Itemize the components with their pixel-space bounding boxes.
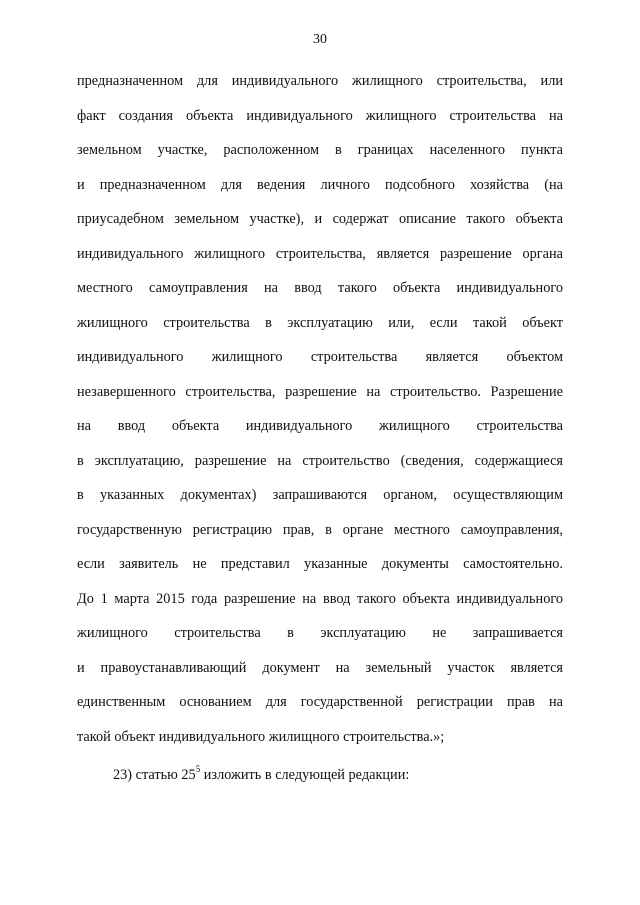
text-line: единственным основанием для государственной регистрации прав на xyxy=(77,694,563,710)
page-number: 30 xyxy=(313,32,327,47)
text-line: приусадебном земельном участке), и содержат описание такого объекта xyxy=(77,211,563,227)
text-line: местного самоуправления на ввод такого объекта индивидуального xyxy=(77,280,563,296)
text-line: жилищного строительства в эксплуатацию или, если такой объект xyxy=(77,314,563,331)
text-line: предназначенном для индивидуального жилищного строительства, или xyxy=(77,73,563,89)
text-line: если заявитель не представил указанные документы самостоятельно. xyxy=(77,556,563,572)
text-line: на ввод объекта индивидуального жилищного строительства xyxy=(77,418,563,434)
text-line: в эксплуатацию, разрешение на строительство (сведения, содержащиеся xyxy=(77,452,563,469)
text-line: в указанных документах) запрашиваются органом, осуществляющим xyxy=(77,487,563,503)
item-23-line xyxy=(77,758,563,793)
item-23-suffix: изложить в следующей редакции: xyxy=(200,767,410,783)
text-line: такой объект индивидуального жилищного строительства.»; xyxy=(77,728,445,745)
document-body xyxy=(77,64,563,793)
item-23-superscript: 5 xyxy=(195,764,201,775)
text-line: незавершенного строительства, разрешение на строительство. Разрешение xyxy=(77,383,563,400)
text-line: До 1 марта 2015 года разрешение на ввод такого объекта индивидуального xyxy=(77,590,563,607)
text-line: и предназначенном для ведения личного подсобного хозяйства (на xyxy=(77,176,563,193)
text-line: и правоустанавливающий документ на земельный участок является xyxy=(77,659,563,676)
text-line: жилищного строительства в эксплуатацию не запрашивается xyxy=(77,625,563,641)
text-line: индивидуального жилищного строительства является объектом xyxy=(77,349,563,365)
text-line: земельном участке, расположенном в границах населенного пункта xyxy=(77,142,563,158)
item-23-prefix: 23) статью 25 xyxy=(113,767,196,783)
text-line: факт создания объекта индивидуального жилищного строительства на xyxy=(77,107,563,124)
text-line: государственную регистрацию прав, в органе местного самоуправления, xyxy=(77,521,563,538)
text-line: индивидуального жилищного строительства, является разрешение органа xyxy=(77,245,563,262)
